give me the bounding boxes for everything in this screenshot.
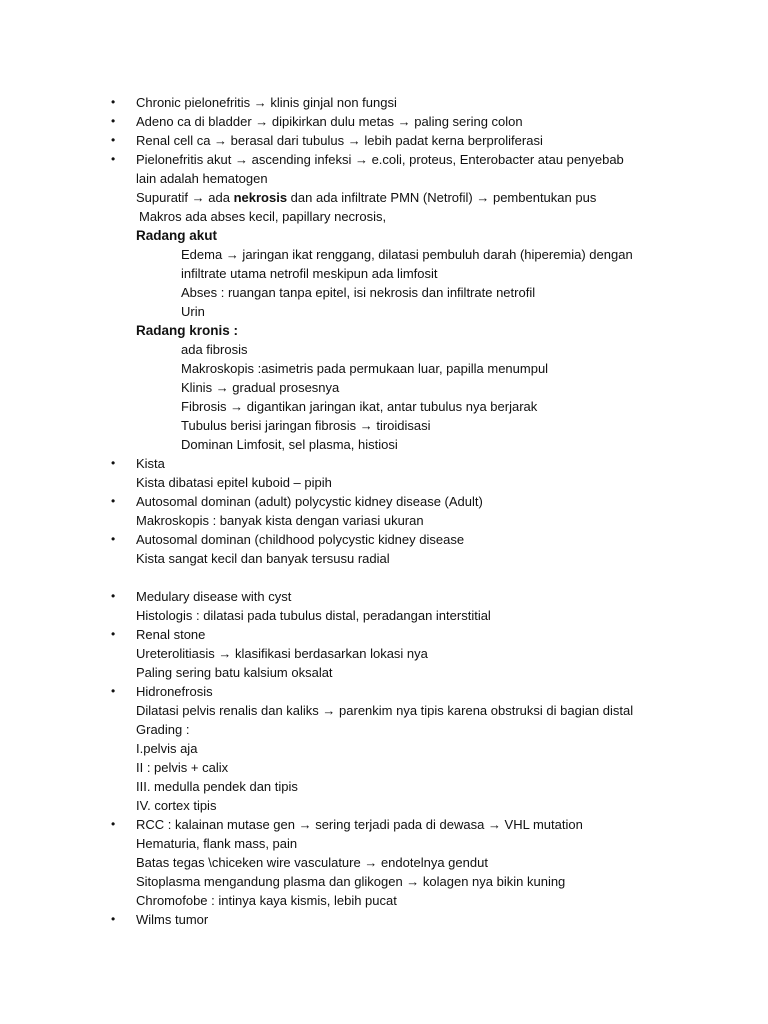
line-infiltrate <box>181 264 438 283</box>
line-makroskopis-1 <box>181 359 548 378</box>
line-text: Batas tegas \chiceken wire vasculature <box>136 855 365 870</box>
line-makroskopis-2 <box>136 511 424 530</box>
line-text: Kista sangat kecil dan banyak tersusu radial <box>136 551 390 566</box>
line-makros <box>139 207 386 226</box>
arrow-icon: → <box>487 817 501 832</box>
line-hematuria <box>136 834 297 853</box>
line-text: VHL mutation <box>500 817 583 832</box>
line-text: ascending infeksi <box>248 152 355 167</box>
line-rcc <box>136 815 583 834</box>
line-text: pembentukan pus <box>489 190 597 205</box>
arrow-icon: → <box>225 247 239 262</box>
line-text: Hematuria, flank mass, pain <box>136 836 298 851</box>
line-text: Edema <box>181 247 226 262</box>
line-text: Kista <box>136 456 165 471</box>
arrow-icon: → <box>359 418 373 433</box>
line-text: Chromofobe : intinya kaya kismis, lebih pucat <box>136 893 397 908</box>
bullet-marker: • <box>111 133 116 147</box>
line-medulary <box>136 587 291 606</box>
line-text: II : pelvis + calix <box>136 760 229 775</box>
line-text: Ureterolitiasis <box>136 646 219 661</box>
bullet-marker: • <box>111 912 116 926</box>
line-grade-3 <box>136 777 298 796</box>
line-histologis <box>136 606 491 625</box>
line-text: Histologis : dilatasi pada tubulus distal, peradangan interstitial <box>136 608 491 623</box>
line-text: paling sering colon <box>410 114 523 129</box>
line-dominan <box>181 435 398 454</box>
bullet-marker: • <box>111 494 116 508</box>
line-text: Renal cell ca <box>136 133 215 148</box>
bullet-marker: • <box>111 95 116 109</box>
line-text: Medulary disease with cyst <box>136 589 292 604</box>
line-text: endotelnya gendut <box>377 855 488 870</box>
arrow-icon: → <box>406 874 420 889</box>
arrow-icon: → <box>347 133 361 148</box>
line-text: lain adalah hematogen <box>136 171 268 186</box>
line-text: Paling sering batu kalsium oksalat <box>136 665 333 680</box>
line-fibrosis-2 <box>181 397 537 416</box>
line-text: I.pelvis aja <box>136 741 198 756</box>
line-grade-2 <box>136 758 228 777</box>
line-text: klinis ginjal non fungsi <box>266 95 397 110</box>
line-text: jaringan ikat renggang, dilatasi pembuluh darah (hiperemia) dengan <box>238 247 633 262</box>
line-text: Tubulus berisi jaringan fibrosis <box>181 418 360 433</box>
line-fibrosis-1 <box>181 340 247 359</box>
arrow-icon: → <box>255 114 269 129</box>
line-text: Chronic pielonefritis <box>136 95 254 110</box>
arrow-icon: → <box>191 190 205 205</box>
line-wilms <box>136 910 208 929</box>
line-child-pkd <box>136 530 464 549</box>
line-text: gradual prosesnya <box>228 380 340 395</box>
line-sitoplasma <box>136 872 565 891</box>
line-chronic <box>136 93 397 112</box>
line-text: e.coli, proteus, Enterobacter atau penyebab <box>367 152 624 167</box>
line-text: Klinis <box>181 380 216 395</box>
line-text: Autosomal dominan (adult) polycystic kidney disease (Adult) <box>136 494 483 509</box>
line-text: III. medulla pendek dan tipis <box>136 779 298 794</box>
bold-text: nekrosis <box>233 190 288 205</box>
line-text: Dominan Limfosit, sel plasma, histiosi <box>181 437 398 452</box>
line-klinis <box>181 378 339 397</box>
line-radang-akut <box>136 226 217 245</box>
bullet-marker: • <box>111 684 116 698</box>
bullet-marker: • <box>111 589 116 603</box>
line-text: ada fibrosis <box>181 342 248 357</box>
line-grade-1 <box>136 739 197 758</box>
bullet-marker: • <box>111 817 116 831</box>
bullet-marker: • <box>111 152 116 166</box>
bullet-marker: • <box>111 456 116 470</box>
line-text: Renal stone <box>136 627 206 642</box>
line-text: Dilatasi pelvis renalis dan kaliks <box>136 703 323 718</box>
line-text: Grading : <box>136 722 190 737</box>
line-radang-kronis <box>136 321 238 340</box>
line-hidronefrosis <box>136 682 213 701</box>
bold-text: Radang akut <box>136 228 218 243</box>
line-chromofobe <box>136 891 397 910</box>
line-text: Hidronefrosis <box>136 684 213 699</box>
line-text: RCC : kalainan mutase gen <box>136 817 299 832</box>
line-text: infiltrate utama netrofil meskipun ada limfosit <box>181 266 438 281</box>
line-batu <box>136 663 333 682</box>
bullet-marker: • <box>111 114 116 128</box>
line-renal-stone <box>136 625 205 644</box>
line-kista-dibatasi <box>136 473 332 492</box>
line-text: Wilms tumor <box>136 912 209 927</box>
line-abses <box>181 283 535 302</box>
line-adeno <box>136 112 523 131</box>
line-text: sering terjadi pada di dewasa <box>311 817 488 832</box>
line-text: Abses : ruangan tanpa epitel, isi nekrosis dan infiltrate netrofil <box>181 285 536 300</box>
line-text: Autosomal dominan (childhood polycystic kidney disease <box>136 532 465 547</box>
bullet-marker: • <box>111 627 116 641</box>
line-text: Makros ada abses kecil, papillary necrosis, <box>139 209 387 224</box>
arrow-icon: → <box>476 190 490 205</box>
line-text: Adeno ca di bladder <box>136 114 256 129</box>
line-text: parenkim nya tipis karena obstruksi di bagian distal <box>335 703 634 718</box>
line-urin <box>181 302 205 321</box>
arrow-icon: → <box>218 646 232 661</box>
line-grading <box>136 720 189 739</box>
line-text: lebih padat kerna berproliferasi <box>360 133 543 148</box>
line-tubulus <box>181 416 431 435</box>
line-text: digantikan jaringan ikat, antar tubulus nya berjarak <box>243 399 538 414</box>
arrow-icon: → <box>214 133 228 148</box>
arrow-icon: → <box>215 380 229 395</box>
line-pielo-akut <box>136 150 624 169</box>
line-adpkd <box>136 492 483 511</box>
line-text: klasifikasi berdasarkan lokasi nya <box>231 646 428 661</box>
line-text: Makroskopis :asimetris pada permukaan luar, papilla menumpul <box>181 361 549 376</box>
line-edema <box>181 245 633 264</box>
line-supuratif <box>136 188 596 207</box>
line-text: tiroidisasi <box>372 418 431 433</box>
line-text: ada <box>204 190 234 205</box>
arrow-icon: → <box>230 399 244 414</box>
line-grade-4 <box>136 796 216 815</box>
line-text: kolagen nya bikin kuning <box>419 874 566 889</box>
line-text: Urin <box>181 304 205 319</box>
line-hematogen <box>136 169 268 188</box>
arrow-icon: → <box>298 817 312 832</box>
line-text: Supuratif <box>136 190 192 205</box>
line-text: dan ada infiltrate PMN (Netrofil) <box>287 190 477 205</box>
line-renal-cell <box>136 131 543 150</box>
arrow-icon: → <box>235 152 248 167</box>
line-text: Fibrosis <box>181 399 231 414</box>
line-text: berasal dari tubulus <box>227 133 348 148</box>
bullet-marker: • <box>111 532 116 546</box>
arrow-icon: → <box>397 114 411 129</box>
line-text: Pielonefritis akut <box>136 152 235 167</box>
line-dilatasi <box>136 701 633 720</box>
arrow-icon: → <box>354 152 368 167</box>
line-text: Sitoplasma mengandung plasma dan glikogen <box>136 874 407 889</box>
bold-text: Radang kronis <box>136 323 230 338</box>
line-text: Makroskopis : banyak kista dengan variasi ukuran <box>136 513 424 528</box>
line-text: IV. cortex tipis <box>136 798 217 813</box>
arrow-icon: → <box>253 95 267 110</box>
line-text: : <box>229 323 239 338</box>
line-batas <box>136 853 488 872</box>
arrow-icon: → <box>322 703 336 718</box>
line-text: dipikirkan dulu metas <box>268 114 398 129</box>
line-kista <box>136 454 165 473</box>
line-kista-kecil <box>136 549 390 568</box>
line-ureterolitiasis <box>136 644 428 663</box>
line-text: Kista dibatasi epitel kuboid – pipih <box>136 475 332 490</box>
arrow-icon: → <box>364 855 378 870</box>
